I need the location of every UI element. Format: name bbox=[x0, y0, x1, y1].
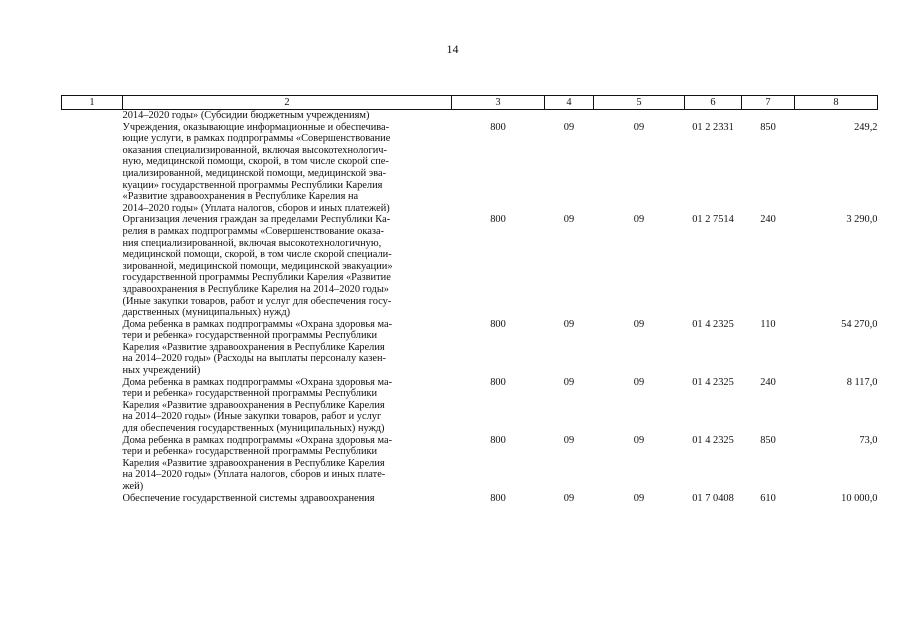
amount-cell: 73,0 bbox=[859, 434, 878, 446]
description-line: на 2014–2020 годы» (Иные закупки товаров, работ и услуг bbox=[122, 411, 382, 423]
description-line: Учреждения, оказывающие информационные и обеспечива- bbox=[122, 121, 390, 133]
empty-cell bbox=[62, 319, 123, 377]
section-cell: 09 bbox=[563, 434, 575, 446]
section-cell: 09 bbox=[563, 376, 575, 388]
column-header: 7 bbox=[742, 96, 795, 110]
section-cell: 09 bbox=[563, 492, 575, 504]
section-cell: 09 bbox=[563, 318, 575, 330]
description-line: Карелия «Развитие здравоохранения в Республике Карелия bbox=[122, 457, 385, 469]
column-header: 5 bbox=[594, 96, 685, 110]
target-item-cell: 01 4 2325 bbox=[692, 434, 734, 446]
subsection-cell: 09 bbox=[633, 214, 645, 226]
description-line: Обеспечение государственной системы здравоохранения bbox=[122, 492, 375, 504]
description-line: «Развитие здравоохранения в Республике Карелия на bbox=[122, 191, 359, 203]
amount-cell: 249,2 bbox=[854, 121, 878, 133]
expense-type-cell: 240 bbox=[760, 376, 776, 388]
target-item-cell: 01 4 2325 bbox=[692, 376, 734, 388]
description-line: государственной программы Республики Карелия «Развитие bbox=[122, 272, 391, 284]
code-cell: 800 bbox=[490, 434, 506, 446]
table-row bbox=[62, 435, 878, 493]
amount-cell: 54 270,0 bbox=[841, 318, 878, 330]
empty-cell bbox=[62, 377, 123, 435]
expense-type-cell: 240 bbox=[760, 214, 776, 226]
subsection-cell: 09 bbox=[633, 121, 645, 133]
description-line: жей) bbox=[122, 481, 144, 492]
column-header: 4 bbox=[545, 96, 594, 110]
target-item-cell: 01 4 2325 bbox=[692, 318, 734, 330]
description-line: тери и ребенка» государственной программы Республики bbox=[122, 330, 378, 342]
description-line: тери и ребенка» государственной программы Республики bbox=[122, 446, 378, 458]
description-cell bbox=[123, 319, 452, 377]
page-number: 14 bbox=[446, 42, 459, 56]
code-cell: 800 bbox=[490, 121, 506, 133]
description-cell bbox=[123, 214, 452, 318]
table-body bbox=[62, 110, 878, 505]
amount-cell: 3 290,0 bbox=[846, 214, 878, 226]
description-line: релия в рамках подпрограммы «Совершенствование оказа- bbox=[122, 225, 385, 237]
table-row bbox=[62, 214, 878, 318]
description-line: на 2014–2020 годы» (Расходы на выплаты персоналу казен- bbox=[122, 353, 386, 365]
column-header: 6 bbox=[685, 96, 742, 110]
description-cell bbox=[123, 122, 452, 215]
expense-type-cell: 850 bbox=[760, 434, 776, 446]
table-row bbox=[62, 319, 878, 377]
continuation-text: 2014–2020 годы» (Субсидии бюджетным учреждениям) bbox=[122, 110, 370, 121]
column-header: 8 bbox=[795, 96, 878, 110]
target-item-cell: 01 2 2331 bbox=[692, 121, 734, 133]
description-line: для обеспечения государственных (муниципальных) нужд) bbox=[122, 423, 385, 435]
code-cell: 800 bbox=[490, 318, 506, 330]
description-line: ющие услуги, в рамках подпрограммы «Совершенствование bbox=[122, 133, 391, 145]
description-line: зированной, медицинской помощи, медицинской эвакуации» bbox=[122, 260, 393, 272]
description-line: циализированной, медицинской помощи, медицинской эва- bbox=[122, 167, 387, 179]
description-line: ную, медицинской помощи, скорой, в том числе скорой спе- bbox=[122, 156, 389, 168]
table-row bbox=[62, 122, 878, 215]
expense-type-cell: 850 bbox=[760, 121, 776, 133]
description-line: Дома ребенка в рамках подпрограммы «Охрана здоровья ма- bbox=[122, 318, 393, 330]
budget-table bbox=[61, 95, 878, 504]
table-row bbox=[62, 493, 878, 505]
description-cell bbox=[123, 493, 452, 505]
description-line: (Иные закупки товаров, работ и услуг для обеспечения госу- bbox=[122, 295, 392, 307]
empty-cell bbox=[62, 493, 123, 505]
amount-cell: 8 117,0 bbox=[846, 376, 878, 388]
column-header: 3 bbox=[452, 96, 545, 110]
description-line: оказания специализированной, включая высокотехнологич- bbox=[122, 144, 387, 156]
subsection-cell: 09 bbox=[633, 434, 645, 446]
description-line: 2014–2020 годы» (Уплата налогов, сборов и иных платежей) bbox=[122, 202, 390, 214]
description-line: тери и ребенка» государственной программы Республики bbox=[122, 388, 378, 400]
empty-cell bbox=[62, 435, 123, 493]
section-cell: 09 bbox=[563, 121, 575, 133]
continuation-row bbox=[62, 110, 878, 122]
description-cell bbox=[123, 435, 452, 493]
description-cell bbox=[123, 377, 452, 435]
subsection-cell: 09 bbox=[633, 492, 645, 504]
code-cell: 800 bbox=[490, 214, 506, 226]
amount-cell: 10 000,0 bbox=[841, 492, 878, 504]
description-line: Дома ребенка в рамках подпрограммы «Охрана здоровья ма- bbox=[122, 376, 393, 388]
description-line: ния специализированной, включая высокотехнологичную, bbox=[122, 237, 382, 249]
expense-type-cell: 610 bbox=[760, 492, 776, 504]
description-line: ных учреждений) bbox=[122, 365, 201, 377]
target-item-cell: 01 2 7514 bbox=[692, 214, 734, 226]
description-line: медицинской помощи, скорой, в том числе скорой специали- bbox=[122, 249, 392, 261]
column-header: 2 bbox=[123, 96, 452, 110]
description-line: дарственных (муниципальных) нужд) bbox=[122, 307, 291, 319]
table-header bbox=[62, 96, 878, 110]
description-line: Организация лечения граждан за пределами Республики Ка- bbox=[122, 214, 391, 226]
subsection-cell: 09 bbox=[633, 376, 645, 388]
description-line: куации» государственной программы Республики Карелия bbox=[122, 179, 383, 191]
expense-type-cell: 110 bbox=[760, 318, 776, 330]
target-item-cell: 01 7 0408 bbox=[692, 492, 734, 504]
description-line: Карелия «Развитие здравоохранения в Республике Карелия bbox=[122, 341, 385, 353]
section-cell: 09 bbox=[563, 214, 575, 226]
subsection-cell: 09 bbox=[633, 318, 645, 330]
description-line: на 2014–2020 годы» (Уплата налогов, сборов и иных плате- bbox=[122, 469, 386, 481]
empty-cell bbox=[62, 122, 123, 215]
description-line: Карелия «Развитие здравоохранения в Республике Карелия bbox=[122, 399, 385, 411]
column-header: 1 bbox=[62, 96, 123, 110]
description-line: Дома ребенка в рамках подпрограммы «Охрана здоровья ма- bbox=[122, 434, 393, 446]
description-line: здравоохранения в Республике Карелия на 2014–2020 годы» bbox=[122, 283, 389, 295]
table-row bbox=[62, 377, 878, 435]
code-cell: 800 bbox=[490, 492, 506, 504]
code-cell: 800 bbox=[490, 376, 506, 388]
empty-cell bbox=[62, 214, 123, 318]
